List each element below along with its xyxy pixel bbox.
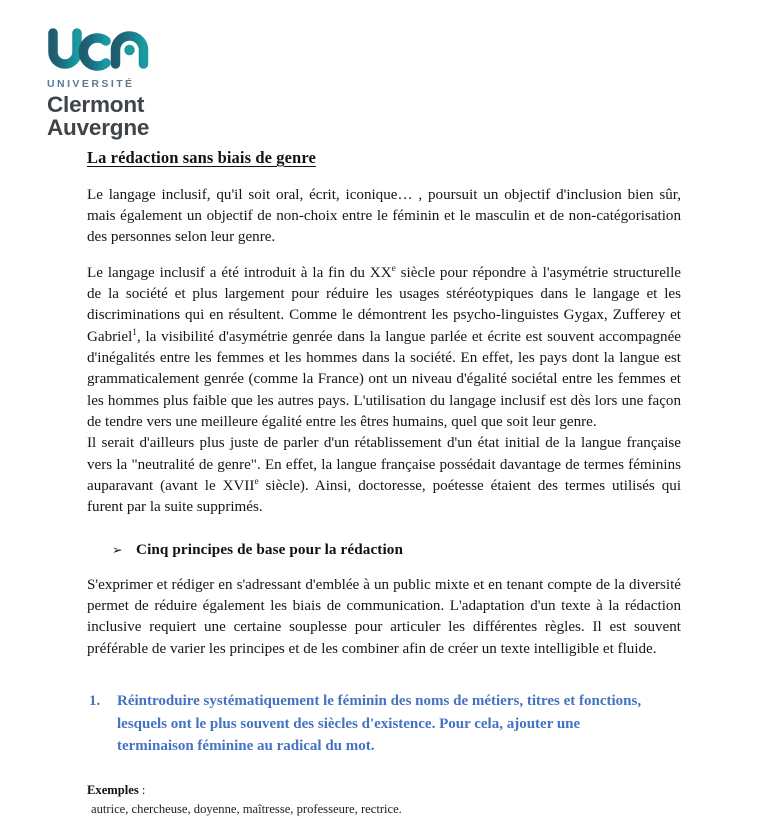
uca-logo-mark-icon — [47, 27, 155, 71]
page-title: La rédaction sans biais de genre — [87, 148, 316, 167]
examples-label — [87, 782, 681, 798]
superscript-century-17: e — [254, 477, 259, 488]
section-heading-label: Cinq principes de base pour la rédaction — [136, 540, 403, 558]
logo-name — [47, 93, 197, 141]
examples-label-word: Exemples — [87, 782, 139, 797]
paragraph-restoration — [87, 433, 681, 518]
examples-block — [87, 782, 681, 819]
principle-number: 1. — [89, 693, 101, 710]
paragraph-history-part-2: siècle pour répondre à l'asymétrie structurelle de la société et plus largement pour réduire les usages stéréotypiques dans le langage et les discriminations qui en résultent. Comme le démontrent les psycho-linguistes Gygax, Zufferey et Gabriel — [87, 264, 681, 345]
examples-list: autrice, chercheuse, doyenne, maîtresse, professeure, rectrice. — [91, 802, 402, 817]
paragraph-intro: Le langage inclusif, qu'il soit oral, écrit, iconique… , poursuit un objectif d'inclusion bien sûr, mais également un objectif de non-choix entre le féminin et le masculin et de non-catégorisation des personnes selon leur genre. — [87, 186, 681, 246]
superscript-century-20: e — [391, 263, 396, 274]
paragraph-history-part-1: Le langage inclusif a été introduit à la fin du XX — [87, 264, 392, 281]
arrow-bullet-icon: ➢ — [112, 541, 123, 557]
logo-name-line-2: Auvergne — [47, 115, 150, 141]
paragraph-history-part-3: , la visibilité d'asymétrie genrée dans la langue parlée et écrite est souvent accompagnée d'inégalités entre les femmes et les hommes dans la société. En effet, les pays dont la langue est grammaticalement genrée (comme la France) ont un niveau d'égalité sociétal entre les femmes et les hommes plus faible que les autres pays. L'utilisation du langage inclusif est dès lors une façon de tendre vers une meilleure égalité entre les êtres humains, quel que soit leur genre. — [87, 328, 681, 431]
document-content — [87, 148, 681, 818]
examples-label-colon: : — [138, 782, 146, 797]
paragraph-restoration-part-1: Il serait d'ailleurs plus juste de parler d'un rétablissement d'un état initial de la langue française vers la "neutralité de genre". En effet, la langue française possédait davantage de termes féminins auparavant (avant le XVII — [87, 435, 681, 495]
uca-logo — [47, 27, 197, 140]
paragraph-guidance: S'exprimer et rédiger en s'adressant d'emblée à un public mixte et en tenant compte de la diversité permet de réduire également les biais de communication. L'adaptation d'un texte à la rédaction inclusive requiert une certaine souplesse pour articuler les différentes règles. Il est souvent préférable de varier les principes et de les combiner afin de créer un texte intelligible et fluide. — [87, 576, 681, 657]
section-heading-five-principles — [87, 541, 681, 559]
logo-university-label: UNIVERSITÉ — [47, 78, 135, 90]
principle-item-1 — [87, 690, 681, 758]
paragraph-history — [87, 263, 681, 434]
logo-name-line-1: Clermont — [47, 91, 145, 117]
principle-text: Réintroduire systématiquement le féminin des noms de métiers, titres et fonctions, lesquels ont le plus souvent des siècles d'existence. Pour cela, ajouter une terminaison féminine au radical du mot. — [117, 693, 642, 755]
paragraph-restoration-part-2: siècle). Ainsi, doctoresse, poétesse étaient des termes utilisés qui furent par la suite supprimés. — [87, 478, 682, 516]
footnote-marker-1: 1 — [132, 327, 137, 338]
